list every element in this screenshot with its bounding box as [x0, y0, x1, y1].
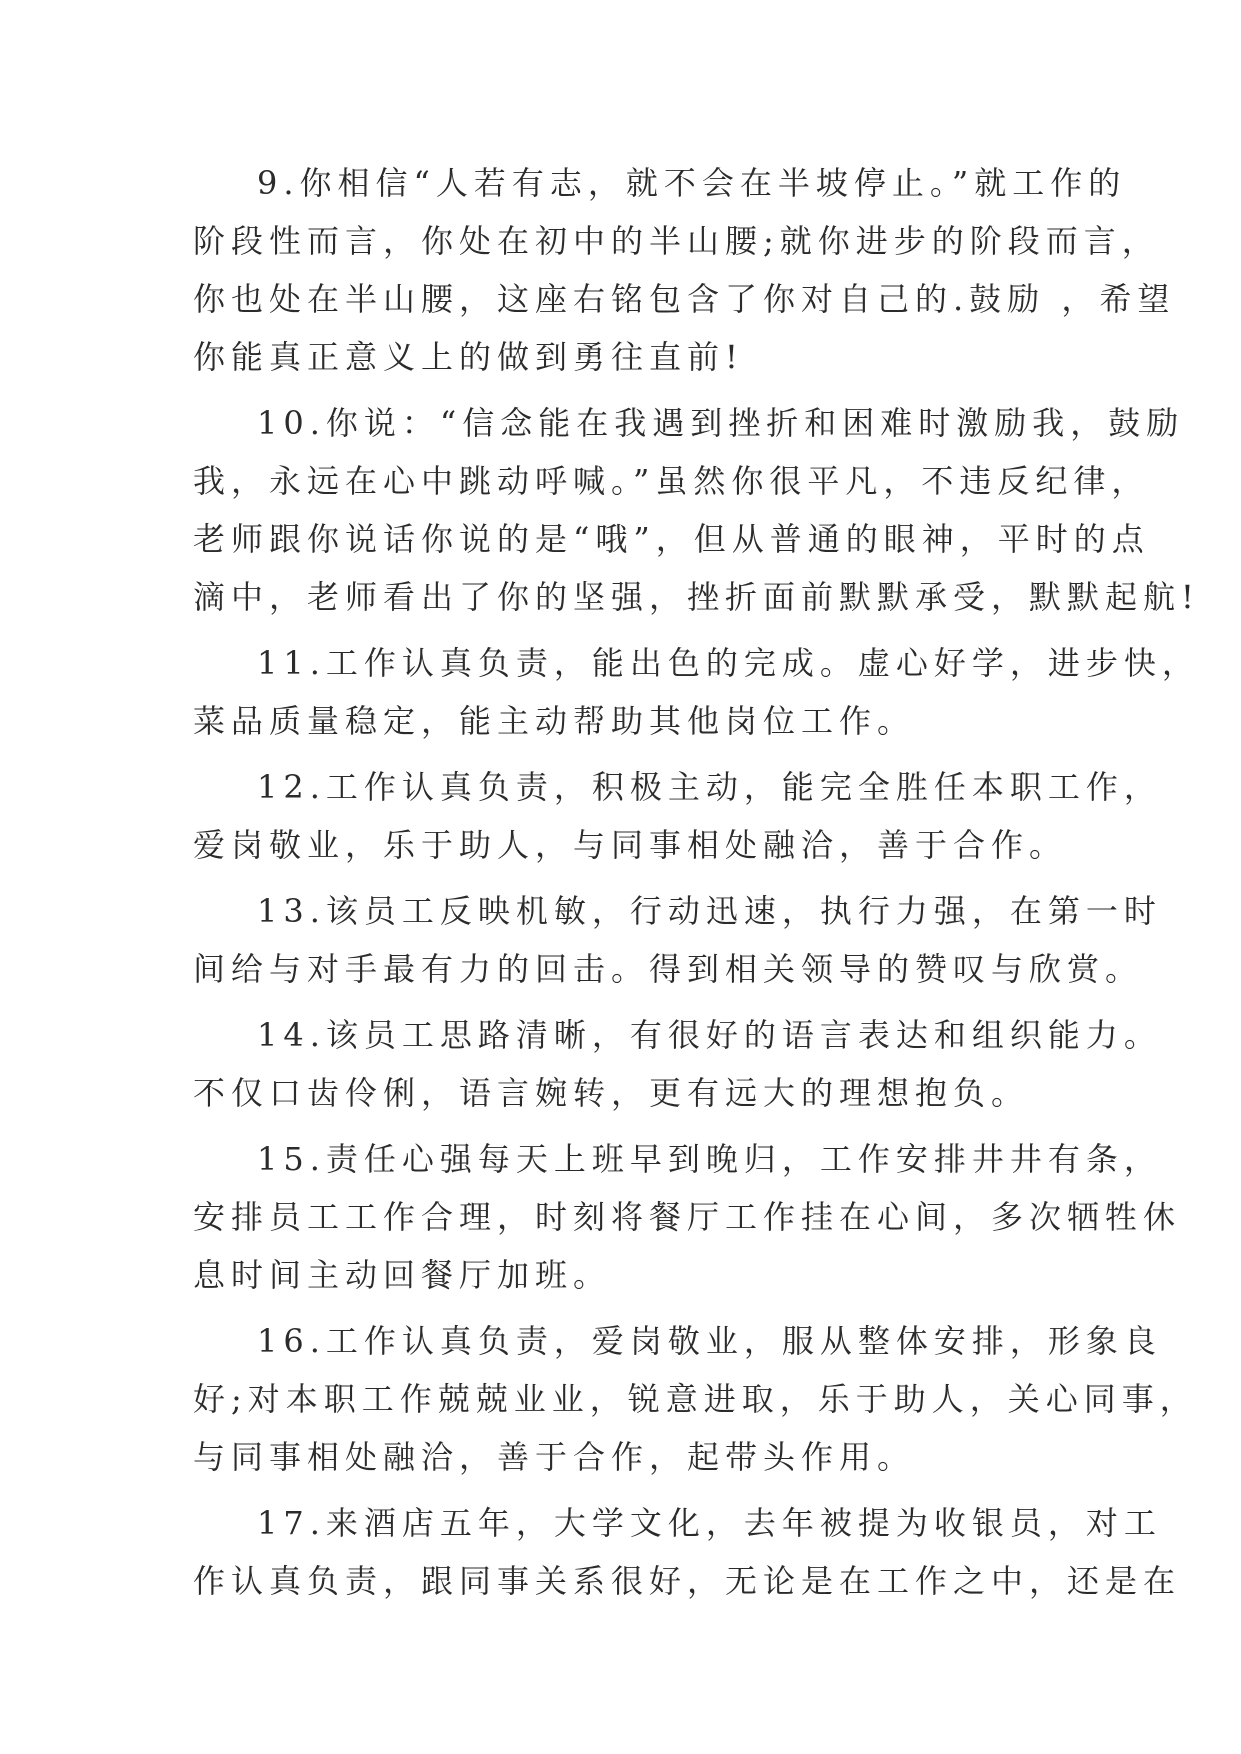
paragraph-line: 不仅口齿伶俐，语言婉转，更有远大的理想抱负。	[193, 1074, 1030, 1112]
paragraph	[193, 1494, 1182, 1610]
paragraph-line: 10.你说：“信念能在我遇到挫折和困难时激励我，鼓励	[257, 404, 1185, 442]
paragraph	[193, 154, 1176, 386]
paragraph-line: 12.工作认真负责，积极主动，能完全胜任本职工作，	[257, 768, 1162, 806]
paragraph-line: 安排员工工作合理，时刻将餐厅工作挂在心间，多次牺牲休	[193, 1198, 1182, 1236]
paragraph	[193, 758, 1162, 874]
paragraph-line: 间给与对手最有力的回击。得到相关领导的赞叹与欣赏。	[193, 950, 1144, 988]
paragraph-line: 9.你相信“人若有志，就不会在半坡停止。”就工作的	[257, 164, 1127, 202]
paragraph	[193, 1130, 1182, 1304]
paragraph-line: 阶段性而言，你处在初中的半山腰;就你进步的阶段而言，	[193, 222, 1160, 260]
paragraph-line: 14.该员工思路清晰，有很好的语言表达和组织能力。	[257, 1016, 1162, 1054]
paragraph	[193, 882, 1162, 998]
paragraph	[193, 1312, 1198, 1486]
paragraph-line: 好;对本职工作兢兢业业，锐意进取，乐于助人，关心同事，	[193, 1380, 1198, 1418]
paragraph-line: 爱岗敬业，乐于助人，与同事相处融洽，善于合作。	[193, 826, 1068, 864]
paragraph-line: 你也处在半山腰，这座右铭包含了你对自己的.鼓励 ，希望	[193, 280, 1176, 318]
paragraph-line: 13.该员工反映机敏，行动迅速，执行力强，在第一时	[257, 892, 1162, 930]
paragraph-line: 滴中，老师看出了你的坚强，挫折面前默默承受，默默起航!	[193, 578, 1200, 616]
paragraph-line: 我，永远在心中跳动呼喊。”虽然你很平凡，不违反纪律，	[193, 462, 1150, 500]
paragraph-line: 你能真正意义上的做到勇往直前!	[193, 338, 744, 376]
paragraph-line: 11.工作认真负责，能出色的完成。虚心好学，进步快，	[257, 644, 1200, 682]
document-body	[193, 154, 1200, 1618]
paragraph-line: 作认真负责，跟同事关系很好，无论是在工作之中，还是在	[193, 1562, 1182, 1600]
paragraph-line: 17.来酒店五年，大学文化，去年被提为收银员，对工	[257, 1504, 1162, 1542]
paragraph-line: 菜品质量稳定，能主动帮助其他岗位工作。	[193, 702, 916, 740]
paragraph-line: 息时间主动回餐厅加班。	[193, 1256, 612, 1294]
paragraph-line: 15.责任心强每天上班早到晚归，工作安排井井有条，	[257, 1140, 1162, 1178]
paragraph	[193, 1006, 1162, 1122]
paragraph	[193, 394, 1200, 626]
paragraph-line: 与同事相处融洽，善于合作，起带头作用。	[193, 1438, 916, 1476]
paragraph-line: 老师跟你说话你说的是“哦”，但从普通的眼神，平时的点	[193, 520, 1150, 558]
paragraph	[193, 634, 1200, 750]
paragraph-line: 16.工作认真负责，爱岗敬业，服从整体安排，形象良	[257, 1322, 1162, 1360]
